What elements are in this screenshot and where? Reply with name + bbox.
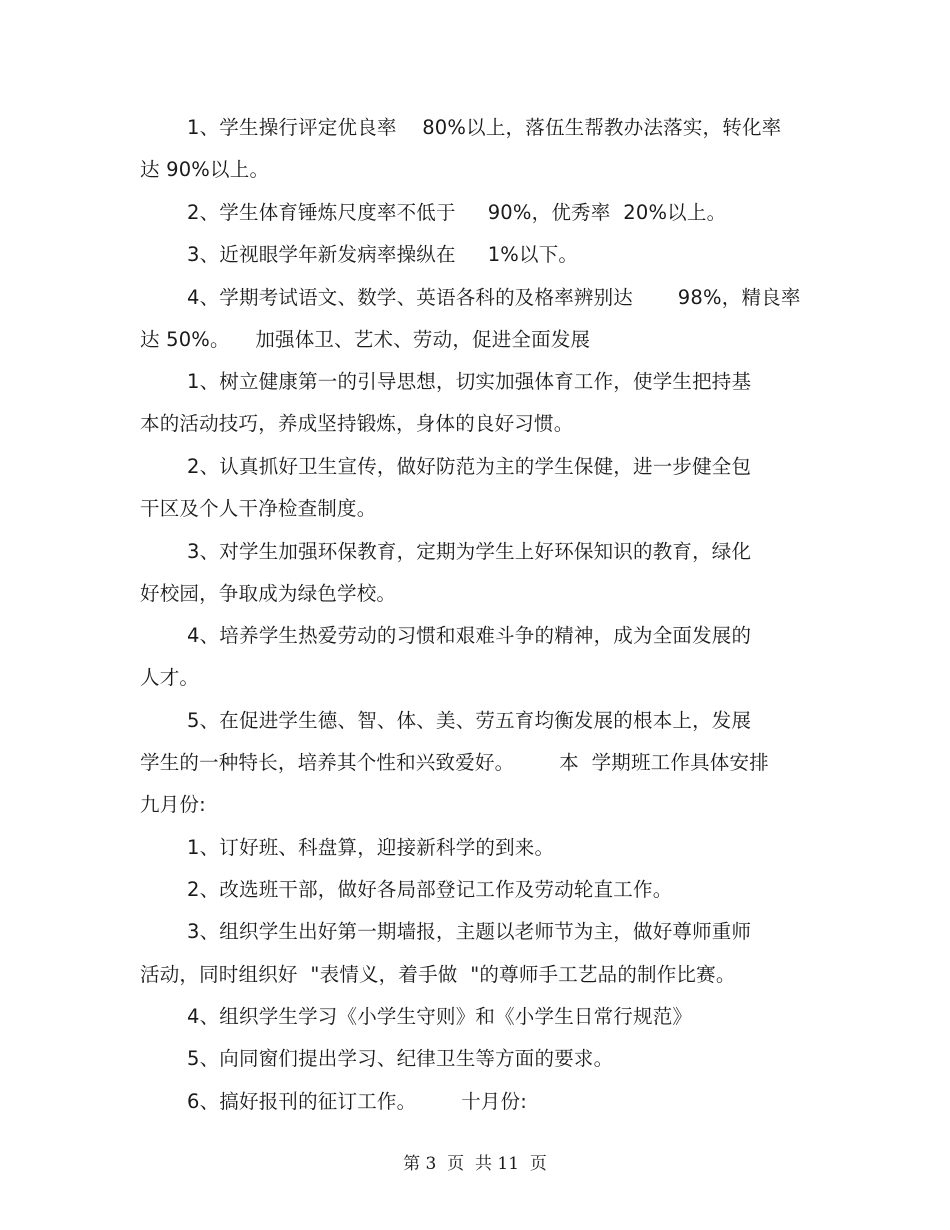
paragraph-line: 1、订好班、科盘算，迎接新科学的到来。: [187, 836, 555, 859]
paragraph-line: 本的活动技巧，养成坚持锻炼，身体的良好习惯。: [140, 412, 574, 435]
paragraph-line: 2、改选班干部，做好各局部登记工作及劳动轮直工作。: [187, 878, 673, 901]
page-number-footer: 第 3 页 共 11 页: [403, 1154, 547, 1174]
paragraph-line: 5、向同窗们提出学习、纪律卫生等方面的要求。: [187, 1047, 614, 1070]
paragraph-line: 人才。: [140, 666, 200, 689]
paragraph-line: 3、对学生加强环保教育，定期为学生上好环保知识的教育，绿化: [187, 540, 752, 563]
paragraph-line: 1、树立健康第一的引导思想，切实加强体育工作，使学生把持基: [187, 370, 752, 393]
paragraph-line: 2、学生体育锤炼尺度率不低于 90%，优秀率 20%以上。: [187, 201, 727, 224]
paragraph-line: 3、近视眼学年新发病率操纵在 1%以下。: [187, 243, 579, 266]
paragraph-line: 干区及个人干净检查制度。: [140, 497, 377, 520]
paragraph-line: 达 90%以上。: [140, 158, 270, 181]
paragraph-line: 1、学生操行评定优良率 80%以上，落伍生帮教办法落实，转化率: [187, 116, 782, 139]
paragraph-line: 3、组织学生出好第一期墙报，主题以老师节为主，做好尊师重师: [187, 920, 752, 943]
paragraph-line: 4、组织学生学习《小学生守则》和《小学生日常行规范》: [187, 1005, 693, 1028]
paragraph-line: 4、培养学生热爱劳动的习惯和艰难斗争的精神，成为全面发展的: [187, 624, 752, 647]
paragraph-line: 学生的一种特长，培养其个性和兴致爱好。 本 学期班工作具体安排: [140, 751, 769, 774]
paragraph-line: 达 50%。 加强体卫、艺术、劳动，促进全面发展: [140, 328, 591, 351]
section-heading-line: 九月份:: [140, 793, 206, 816]
paragraph-line: 好校园，争取成为绿色学校。: [140, 582, 397, 605]
paragraph-line: 2、认真抓好卫生宣传，做好防范为主的学生保健，进一步健全包: [187, 455, 752, 478]
paragraph-line: 活动，同时组织好 "表情义，着手做 "的尊师手工艺品的制作比赛。: [140, 963, 736, 986]
paragraph-line: 4、学期考试语文、数学、英语各科的及格率辨别达 98%，精良率: [187, 286, 801, 309]
paragraph-line: 5、在促进学生德、智、体、美、劳五育均衡发展的根本上，发展: [187, 709, 752, 732]
paragraph-line: 6、搞好报刊的征订工作。 十月份:: [187, 1090, 527, 1113]
